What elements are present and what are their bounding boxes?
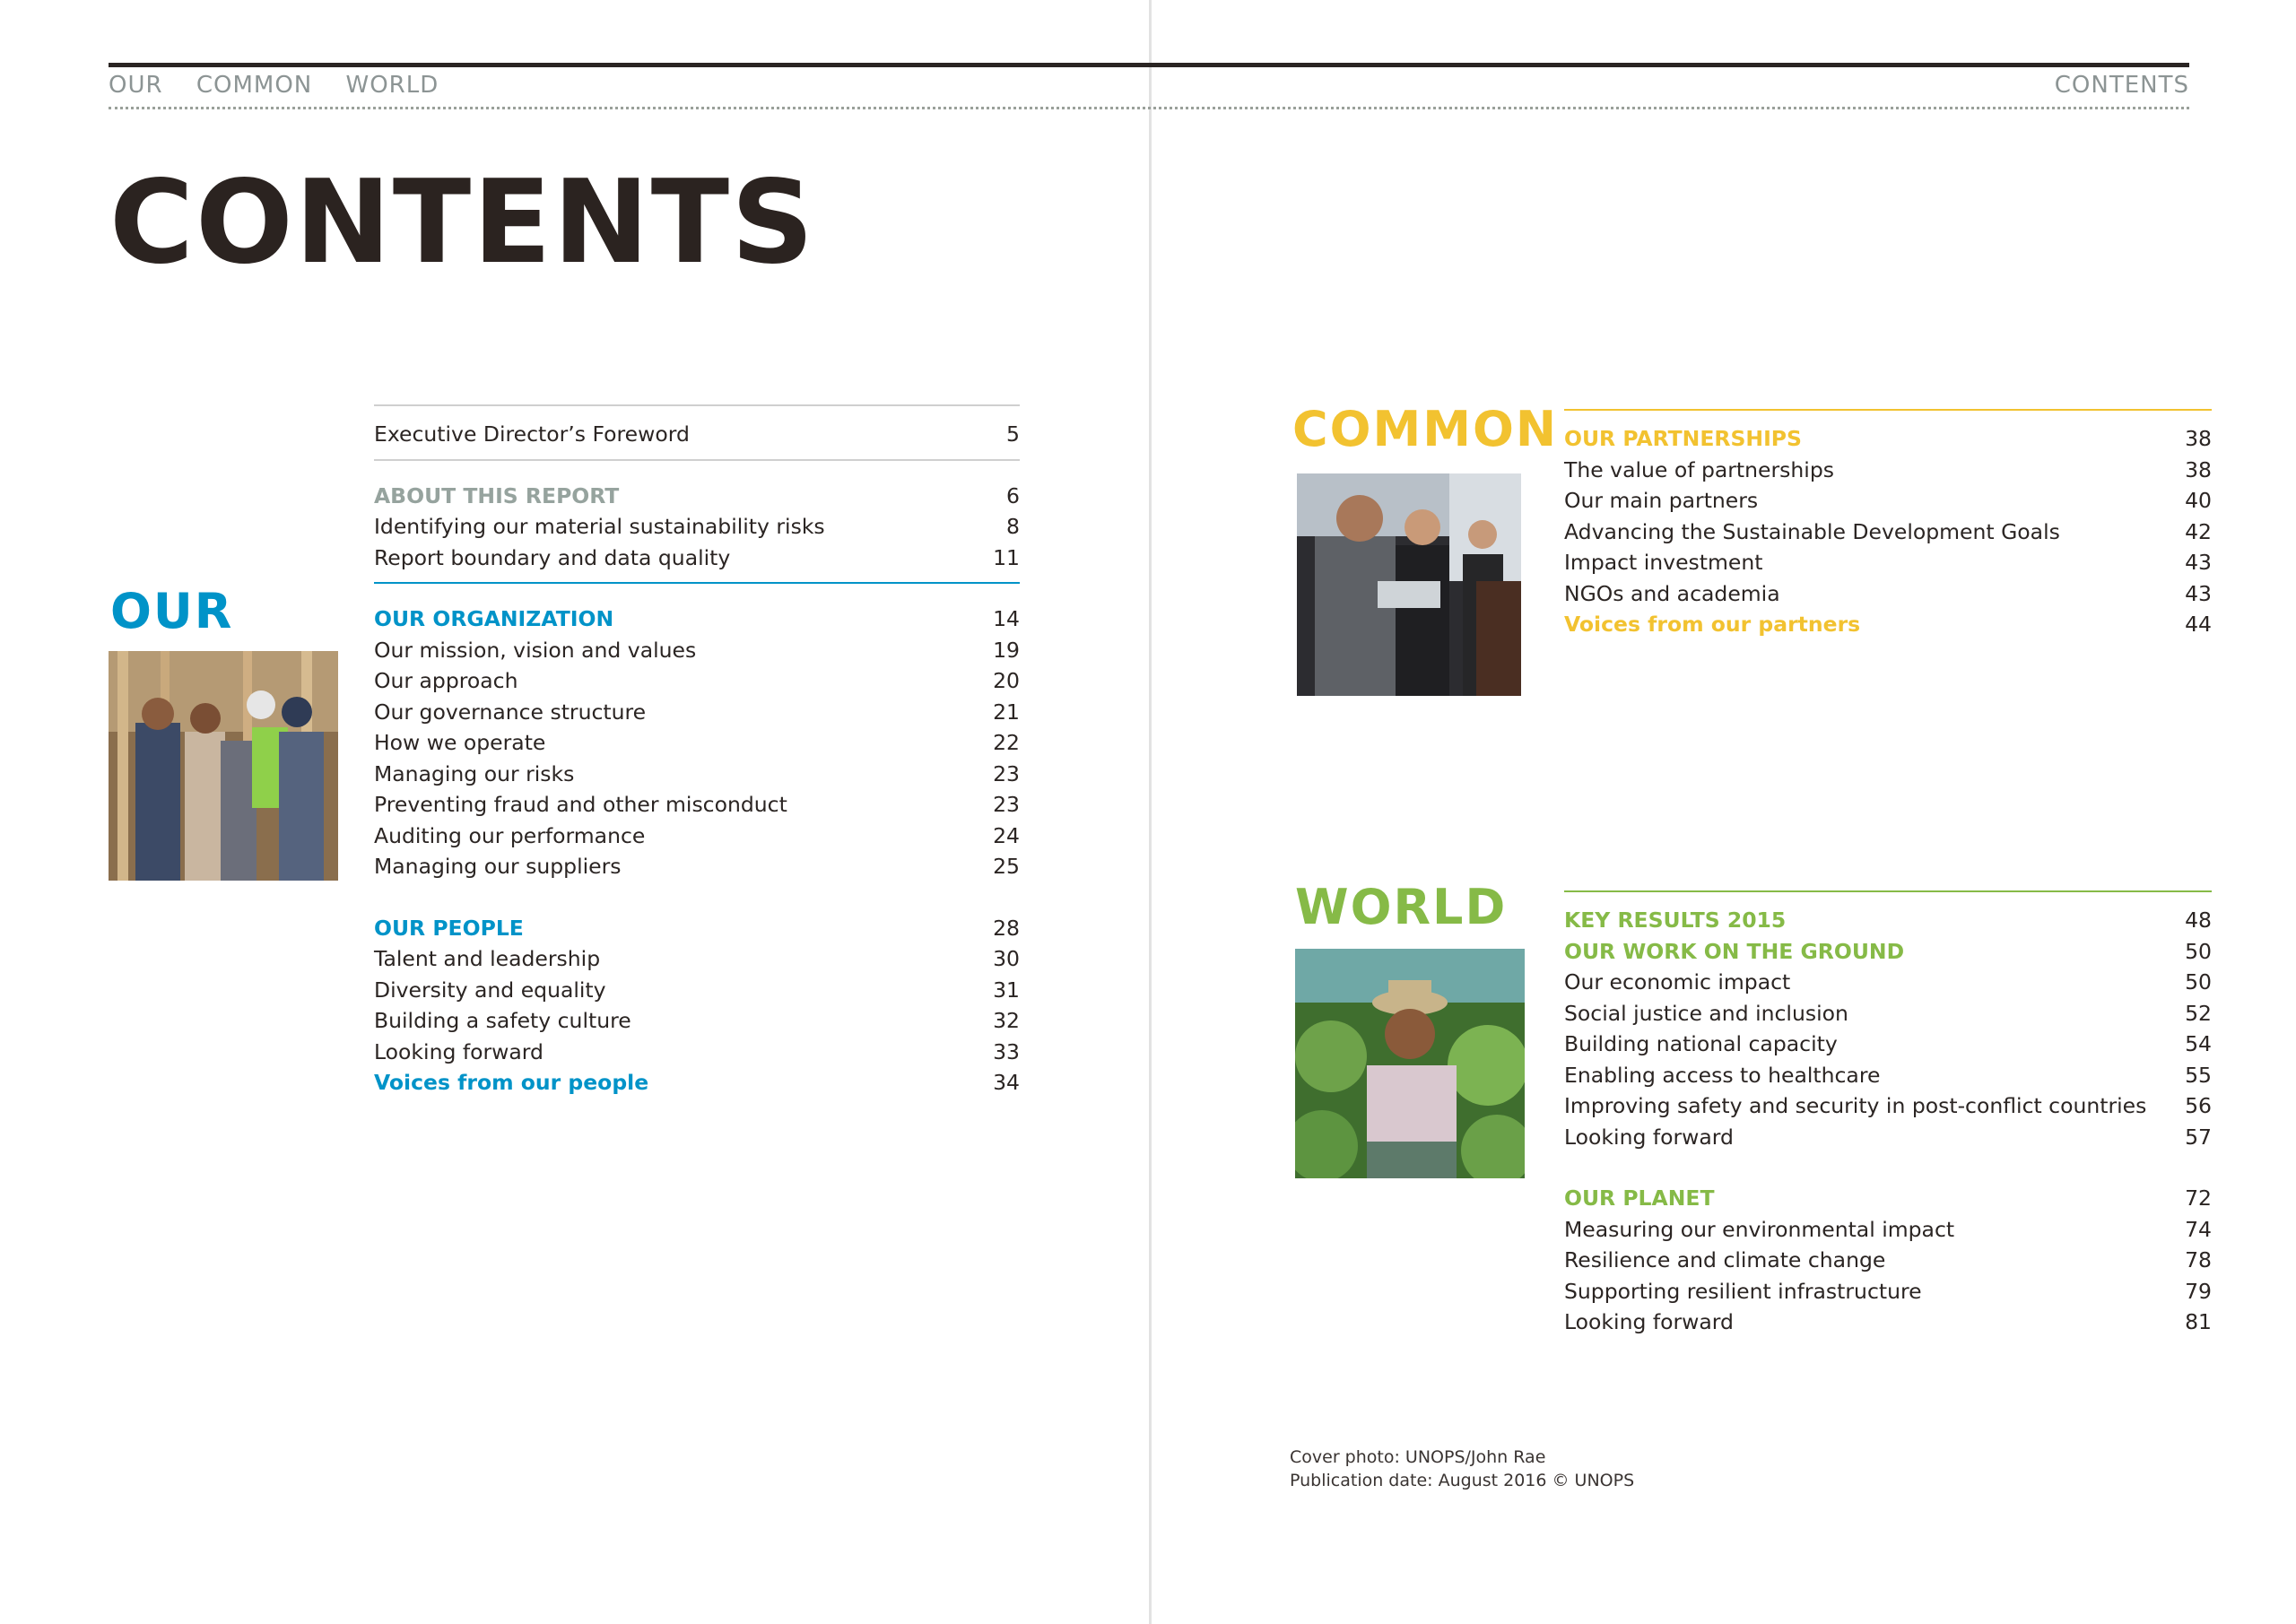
toc-entry-label: Measuring our environmental impact (1564, 1216, 1955, 1242)
toc-entry-label: Our governance structure (374, 699, 647, 725)
toc-entry-page: 34 (993, 1070, 1020, 1095)
header-rule (109, 63, 2189, 67)
toc-entry-label: Impact investment (1564, 550, 1763, 575)
toc-entry-page: 72 (2185, 1185, 2212, 1211)
toc-row[interactable] (1564, 998, 2212, 1029)
photo-our (109, 651, 338, 881)
toc-entry-page: 24 (993, 822, 1020, 848)
running-head-common: COMMON (196, 72, 313, 99)
toc-row[interactable] (374, 727, 1020, 759)
toc-row[interactable] (374, 821, 1020, 852)
toc-entry-page: 55 (2185, 1062, 2212, 1088)
toc-row[interactable] (1564, 1245, 2212, 1276)
toc-entry-label: Improving safety and security in post-conflict countries (1564, 1093, 2147, 1118)
toc-entry-page: 21 (993, 699, 1020, 725)
section-word-world: WORLD (1295, 879, 1508, 935)
toc-row[interactable] (1564, 1276, 2212, 1307)
toc-rule-yellow (1564, 409, 2212, 411)
toc-row[interactable] (374, 635, 1020, 666)
toc-rule (374, 404, 1020, 406)
photo-credits (1290, 1446, 1634, 1492)
toc-entry-label: The value of partnerships (1564, 456, 1834, 482)
toc-entry-page: 19 (993, 637, 1020, 663)
toc-entry-page: 31 (993, 977, 1020, 1003)
toc-row[interactable] (1564, 1029, 2212, 1060)
toc-entry-page: 23 (993, 792, 1020, 817)
toc-row[interactable] (374, 543, 1020, 574)
toc-entry-label: Auditing our performance (374, 822, 646, 848)
toc-entry-label: Managing our risks (374, 760, 575, 786)
toc-row[interactable] (374, 697, 1020, 728)
toc-world (1564, 890, 2212, 1338)
toc-entry-page: 32 (993, 1008, 1020, 1033)
toc-heading-row[interactable] (374, 481, 1020, 512)
toc-row[interactable] (374, 789, 1020, 821)
toc-entry-label: Enabling access to healthcare (1564, 1062, 1881, 1088)
toc-row[interactable] (1564, 547, 2212, 578)
toc-entry-page: 40 (2185, 488, 2212, 513)
toc-row[interactable] (374, 665, 1020, 697)
toc-entry-label: KEY RESULTS 2015 (1564, 908, 1787, 933)
toc-entry-label: Looking forward (1564, 1309, 1734, 1334)
toc-entry-page: 23 (993, 760, 1020, 786)
toc-row[interactable] (1564, 1060, 2212, 1091)
running-head-right: CONTENTS (2054, 72, 2189, 99)
toc-entry-label: Social justice and inclusion (1564, 1000, 1848, 1026)
toc-entry-page: 78 (2185, 1247, 2212, 1272)
toc-row[interactable] (374, 511, 1020, 543)
toc-row[interactable] (374, 975, 1020, 1006)
toc-heading-row[interactable] (374, 1067, 1020, 1099)
toc-entry-page: 81 (2185, 1309, 2212, 1334)
toc-entry-label: OUR PLANET (1564, 1185, 1715, 1211)
toc-row[interactable] (1564, 1090, 2212, 1122)
toc-divider-blue (374, 582, 1020, 584)
toc-row[interactable] (1564, 517, 2212, 548)
toc-entry-page: 33 (993, 1038, 1020, 1064)
toc-entry-label: NGOs and academia (1564, 580, 1780, 606)
toc-entry-page: 22 (993, 730, 1020, 755)
toc-entry-label: Voices from our people (374, 1070, 649, 1095)
toc-entry-page: 30 (993, 946, 1020, 971)
toc-entry-label: Resilience and climate change (1564, 1247, 1886, 1272)
toc-row[interactable] (374, 1037, 1020, 1068)
toc-entry-label: OUR PARTNERSHIPS (1564, 426, 1802, 451)
toc-heading-row[interactable] (374, 604, 1020, 635)
toc-entry-page: 28 (993, 915, 1020, 941)
toc-row[interactable] (1564, 578, 2212, 610)
toc-divider (374, 459, 1020, 461)
toc-row[interactable] (374, 419, 1020, 450)
toc-entry-label: Our mission, vision and values (374, 637, 697, 663)
toc-row[interactable] (1564, 967, 2212, 998)
toc-entry-label: Our approach (374, 668, 518, 693)
running-head-left (109, 72, 464, 99)
toc-entry-label: Supporting resilient infrastructure (1564, 1278, 1922, 1304)
toc-row[interactable] (374, 851, 1020, 882)
cover-photo-credit: Cover photo: UNOPS/John Rae (1290, 1447, 1546, 1467)
toc-entry-page: 43 (2185, 550, 2212, 575)
toc-heading-row[interactable] (1564, 936, 2212, 968)
toc-heading-row[interactable] (374, 913, 1020, 944)
toc-entry-label: Preventing fraud and other misconduct (374, 792, 787, 817)
toc-entry-label: How we operate (374, 730, 546, 755)
page-spine (1149, 0, 1152, 1624)
toc-entry-label: OUR WORK ON THE GROUND (1564, 938, 1905, 964)
toc-entry-page: 50 (2185, 969, 2212, 994)
toc-entry-label: Executive Director’s Foreword (374, 421, 690, 447)
toc-row[interactable] (1564, 455, 2212, 486)
toc-entry-label: Identifying our material sustainability risks (374, 514, 825, 539)
toc-entry-page: 43 (2185, 580, 2212, 606)
toc-gap (1564, 1152, 2212, 1183)
toc-entry-page: 20 (993, 668, 1020, 693)
header-dotted-rule (109, 107, 2189, 109)
toc-entry-label: Looking forward (374, 1038, 544, 1064)
toc-entry-page: 38 (2185, 456, 2212, 482)
toc-gap (374, 882, 1020, 913)
toc-entry-label: Our economic impact (1564, 969, 1791, 994)
running-head-our: OUR (109, 72, 163, 99)
toc-heading-row[interactable] (1564, 423, 2212, 455)
toc-entry-label: Advancing the Sustainable Development Goals (1564, 518, 2060, 544)
toc-entry-page: 54 (2185, 1031, 2212, 1056)
toc-entry-page: 42 (2185, 518, 2212, 544)
toc-entry-page: 56 (2185, 1093, 2212, 1118)
toc-heading-row[interactable] (1564, 1183, 2212, 1214)
toc-entry-page: 50 (2185, 938, 2212, 964)
toc-entry-label: Report boundary and data quality (374, 544, 731, 570)
photo-common (1297, 473, 1521, 696)
toc-entry-page: 52 (2185, 1000, 2212, 1026)
toc-row[interactable] (1564, 1122, 2212, 1153)
toc-entry-page: 14 (993, 606, 1020, 631)
toc-row[interactable] (1564, 1307, 2212, 1338)
toc-common (1564, 409, 2212, 640)
toc-entry-page: 25 (993, 854, 1020, 879)
toc-row[interactable] (1564, 1214, 2212, 1246)
toc-entry-label: Building a safety culture (374, 1008, 631, 1033)
toc-entry-page: 57 (2185, 1124, 2212, 1150)
photo-world (1295, 949, 1525, 1178)
toc-entry-label: Our main partners (1564, 488, 1759, 513)
toc-entry-label: Managing our suppliers (374, 854, 622, 879)
toc-row[interactable] (374, 1005, 1020, 1037)
running-head-world: WORLD (345, 72, 439, 99)
toc-entry-label: Diversity and equality (374, 977, 606, 1003)
toc-entry-page: 44 (2185, 612, 2212, 637)
toc-row[interactable] (374, 943, 1020, 975)
toc-entry-page: 8 (1006, 514, 1020, 539)
page-title: CONTENTS (109, 156, 816, 290)
publication-date: Publication date: August 2016 © UNOPS (1290, 1471, 1635, 1490)
toc-entry-label: Looking forward (1564, 1124, 1734, 1150)
toc-entry-page: 5 (1006, 421, 1020, 447)
toc-entry-label: ABOUT THIS REPORT (374, 482, 620, 508)
toc-entry-page: 38 (2185, 426, 2212, 451)
toc-entry-label: OUR PEOPLE (374, 915, 524, 941)
toc-entry-page: 6 (1006, 482, 1020, 508)
toc-entry-label: Building national capacity (1564, 1031, 1838, 1056)
toc-entry-label: Voices from our partners (1564, 612, 1861, 637)
toc-entry-page: 79 (2185, 1278, 2212, 1304)
toc-entry-page: 74 (2185, 1216, 2212, 1242)
toc-our (374, 404, 1020, 1099)
toc-row[interactable] (1564, 485, 2212, 517)
section-word-our: OUR (110, 583, 234, 639)
toc-heading-row[interactable] (1564, 905, 2212, 936)
toc-entry-label: Talent and leadership (374, 946, 601, 971)
toc-entry-page: 48 (2185, 908, 2212, 933)
toc-row[interactable] (374, 759, 1020, 790)
toc-rule-green (1564, 890, 2212, 892)
section-word-common: COMMON (1292, 401, 1559, 457)
toc-heading-row[interactable] (1564, 609, 2212, 640)
toc-entry-page: 11 (993, 544, 1020, 570)
toc-entry-label: OUR ORGANIZATION (374, 606, 614, 631)
